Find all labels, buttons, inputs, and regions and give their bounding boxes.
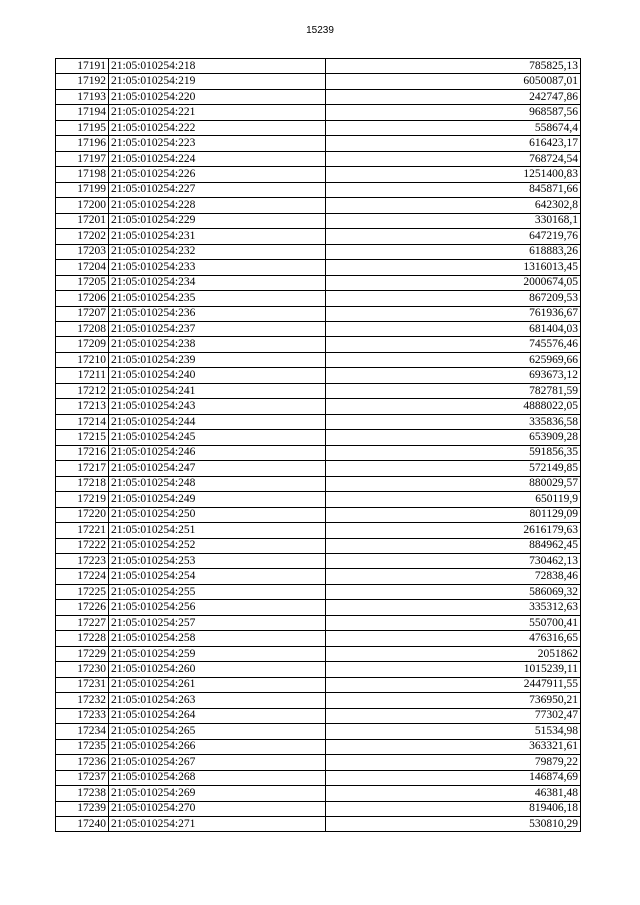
cadastral-number-cell: 21:05:010254:233 <box>109 260 326 275</box>
cadastral-number-cell: 21:05:010254:227 <box>109 182 326 197</box>
cadastral-value-cell: 476316,65 <box>326 631 581 646</box>
row-number-cell: 17209 <box>56 337 109 352</box>
cadastral-value-cell: 79879,22 <box>326 755 581 770</box>
table-row <box>56 801 581 816</box>
row-number-cell: 17216 <box>56 445 109 460</box>
table-row <box>56 693 581 708</box>
row-number-cell: 17234 <box>56 724 109 739</box>
cadastral-number-cell: 21:05:010254:256 <box>109 600 326 615</box>
cadastral-value-cell: 1316013,45 <box>326 260 581 275</box>
cadastral-value-cell: 146874,69 <box>326 770 581 785</box>
cadastral-value-cell: 1015239,11 <box>326 662 581 677</box>
table-row <box>56 755 581 770</box>
cadastral-number-cell: 21:05:010254:239 <box>109 352 326 367</box>
cadastral-number-cell: 21:05:010254:221 <box>109 105 326 120</box>
row-number-cell: 17225 <box>56 584 109 599</box>
table-row <box>56 662 581 677</box>
row-number-cell: 17221 <box>56 523 109 538</box>
row-number-cell: 17194 <box>56 105 109 120</box>
cadastral-number-cell: 21:05:010254:234 <box>109 275 326 290</box>
table-row <box>56 74 581 89</box>
table-row <box>56 321 581 336</box>
table-row <box>56 677 581 692</box>
table-row <box>56 584 581 599</box>
page-number: 15239 <box>306 25 334 36</box>
cadastral-number-cell: 21:05:010254:254 <box>109 569 326 584</box>
cadastral-value-cell: 550700,41 <box>326 615 581 630</box>
cadastral-number-cell: 21:05:010254:238 <box>109 337 326 352</box>
table-row <box>56 724 581 739</box>
cadastral-number-cell: 21:05:010254:249 <box>109 492 326 507</box>
cadastral-number-cell: 21:05:010254:252 <box>109 538 326 553</box>
table-row <box>56 708 581 723</box>
cadastral-value-cell: 761936,67 <box>326 306 581 321</box>
row-number-cell: 17195 <box>56 120 109 135</box>
cadastral-value-cell: 1251400,83 <box>326 167 581 182</box>
cadastral-value-cell: 6050087,01 <box>326 74 581 89</box>
table-row <box>56 198 581 213</box>
cadastral-value-cell: 785825,13 <box>326 59 581 74</box>
row-number-cell: 17224 <box>56 569 109 584</box>
table-row <box>56 739 581 754</box>
cadastral-value-cell: 2000674,05 <box>326 275 581 290</box>
cadastral-number-cell: 21:05:010254:231 <box>109 229 326 244</box>
table-row <box>56 260 581 275</box>
cadastral-value-cell: 530810,29 <box>326 816 581 831</box>
row-number-cell: 17228 <box>56 631 109 646</box>
cadastral-number-cell: 21:05:010254:269 <box>109 786 326 801</box>
cadastral-number-cell: 21:05:010254:243 <box>109 399 326 414</box>
cadastral-value-cell: 650119,9 <box>326 492 581 507</box>
cadastral-number-cell: 21:05:010254:261 <box>109 677 326 692</box>
cadastral-number-cell: 21:05:010254:265 <box>109 724 326 739</box>
cadastral-number-cell: 21:05:010254:250 <box>109 507 326 522</box>
cadastral-number-cell: 21:05:010254:240 <box>109 368 326 383</box>
cadastral-value-cell: 335312,63 <box>326 600 581 615</box>
row-number-cell: 17210 <box>56 352 109 367</box>
cadastral-number-cell: 21:05:010254:224 <box>109 151 326 166</box>
table-row <box>56 337 581 352</box>
table-row <box>56 105 581 120</box>
table-row <box>56 291 581 306</box>
row-number-cell: 17220 <box>56 507 109 522</box>
cadastral-value-cell: 586069,32 <box>326 584 581 599</box>
table-row <box>56 59 581 74</box>
cadastral-value-cell: 642302,8 <box>326 198 581 213</box>
table-row <box>56 461 581 476</box>
table-row <box>56 507 581 522</box>
cadastral-value-cell: 768724,54 <box>326 151 581 166</box>
cadastral-number-cell: 21:05:010254:258 <box>109 631 326 646</box>
cadastral-number-cell: 21:05:010254:219 <box>109 74 326 89</box>
row-number-cell: 17218 <box>56 476 109 491</box>
row-number-cell: 17232 <box>56 693 109 708</box>
table-row <box>56 213 581 228</box>
cadastral-number-cell: 21:05:010254:257 <box>109 615 326 630</box>
cadastral-number-cell: 21:05:010254:251 <box>109 523 326 538</box>
row-number-cell: 17193 <box>56 89 109 104</box>
cadastral-number-cell: 21:05:010254:270 <box>109 801 326 816</box>
cadastral-value-cell: 77302,47 <box>326 708 581 723</box>
cadastral-number-cell: 21:05:010254:247 <box>109 461 326 476</box>
row-number-cell: 17202 <box>56 229 109 244</box>
cadastral-value-cell: 72838,46 <box>326 569 581 584</box>
row-number-cell: 17233 <box>56 708 109 723</box>
table-row <box>56 229 581 244</box>
table-row <box>56 538 581 553</box>
cadastral-number-cell: 21:05:010254:218 <box>109 59 326 74</box>
cadastral-value-cell: 801129,09 <box>326 507 581 522</box>
row-number-cell: 17198 <box>56 167 109 182</box>
table-row <box>56 631 581 646</box>
cadastral-number-cell: 21:05:010254:236 <box>109 306 326 321</box>
cadastral-value-cell: 681404,03 <box>326 321 581 336</box>
cadastral-number-cell: 21:05:010254:223 <box>109 136 326 151</box>
cadastral-number-cell: 21:05:010254:228 <box>109 198 326 213</box>
row-number-cell: 17208 <box>56 321 109 336</box>
cadastral-value-cell: 693673,12 <box>326 368 581 383</box>
cadastral-value-cell: 2447911,55 <box>326 677 581 692</box>
table-row <box>56 368 581 383</box>
row-number-cell: 17222 <box>56 538 109 553</box>
table-row <box>56 244 581 259</box>
table-body <box>56 59 581 832</box>
cadastral-value-cell: 558674,4 <box>326 120 581 135</box>
cadastral-number-cell: 21:05:010254:241 <box>109 383 326 398</box>
cadastral-value-cell: 51534,98 <box>326 724 581 739</box>
cadastral-value-cell: 330168,1 <box>326 213 581 228</box>
cadastral-number-cell: 21:05:010254:237 <box>109 321 326 336</box>
row-number-cell: 17230 <box>56 662 109 677</box>
cadastral-number-cell: 21:05:010254:268 <box>109 770 326 785</box>
row-number-cell: 17192 <box>56 74 109 89</box>
cadastral-value-cell: 736950,21 <box>326 693 581 708</box>
table-row <box>56 816 581 831</box>
row-number-cell: 17235 <box>56 739 109 754</box>
table-row <box>56 89 581 104</box>
table-row <box>56 476 581 491</box>
row-number-cell: 17229 <box>56 646 109 661</box>
table-row <box>56 492 581 507</box>
cadastral-value-cell: 625969,66 <box>326 352 581 367</box>
row-number-cell: 17206 <box>56 291 109 306</box>
row-number-cell: 17231 <box>56 677 109 692</box>
cadastral-value-cell: 845871,66 <box>326 182 581 197</box>
cadastral-value-cell: 591856,35 <box>326 445 581 460</box>
cadastral-value-cell: 647219,76 <box>326 229 581 244</box>
row-number-cell: 17196 <box>56 136 109 151</box>
table-row <box>56 275 581 290</box>
cadastral-value-cell: 242747,86 <box>326 89 581 104</box>
table-row <box>56 167 581 182</box>
table-row <box>56 136 581 151</box>
cadastral-number-cell: 21:05:010254:226 <box>109 167 326 182</box>
cadastral-value-cell: 782781,59 <box>326 383 581 398</box>
cadastral-number-cell: 21:05:010254:235 <box>109 291 326 306</box>
cadastral-number-cell: 21:05:010254:232 <box>109 244 326 259</box>
table-row <box>56 414 581 429</box>
cadastral-value-cell: 880029,57 <box>326 476 581 491</box>
row-number-cell: 17211 <box>56 368 109 383</box>
row-number-cell: 17219 <box>56 492 109 507</box>
cadastral-value-cell: 618883,26 <box>326 244 581 259</box>
row-number-cell: 17227 <box>56 615 109 630</box>
cadastral-value-cell: 884962,45 <box>326 538 581 553</box>
cadastral-number-cell: 21:05:010254:267 <box>109 755 326 770</box>
table-row <box>56 120 581 135</box>
table-row <box>56 770 581 785</box>
row-number-cell: 17213 <box>56 399 109 414</box>
table-row <box>56 786 581 801</box>
row-number-cell: 17200 <box>56 198 109 213</box>
cadastral-number-cell: 21:05:010254:248 <box>109 476 326 491</box>
cadastral-number-cell: 21:05:010254:220 <box>109 89 326 104</box>
row-number-cell: 17238 <box>56 786 109 801</box>
cadastral-value-cell: 2616179,63 <box>326 523 581 538</box>
cadastral-number-cell: 21:05:010254:264 <box>109 708 326 723</box>
cadastral-value-cell: 2051862 <box>326 646 581 661</box>
cadastral-value-cell: 745576,46 <box>326 337 581 352</box>
row-number-cell: 17205 <box>56 275 109 290</box>
cadastral-value-cell: 819406,18 <box>326 801 581 816</box>
table-row <box>56 615 581 630</box>
table-row <box>56 523 581 538</box>
cadastral-value-table <box>55 58 581 832</box>
table-row <box>56 445 581 460</box>
cadastral-number-cell: 21:05:010254:266 <box>109 739 326 754</box>
table-row <box>56 430 581 445</box>
cadastral-number-cell: 21:05:010254:229 <box>109 213 326 228</box>
cadastral-value-cell: 572149,85 <box>326 461 581 476</box>
cadastral-value-cell: 730462,13 <box>326 554 581 569</box>
table-row <box>56 600 581 615</box>
row-number-cell: 17203 <box>56 244 109 259</box>
row-number-cell: 17197 <box>56 151 109 166</box>
table-row <box>56 151 581 166</box>
cadastral-value-cell: 46381,48 <box>326 786 581 801</box>
cadastral-number-cell: 21:05:010254:263 <box>109 693 326 708</box>
cadastral-number-cell: 21:05:010254:260 <box>109 662 326 677</box>
cadastral-value-cell: 616423,17 <box>326 136 581 151</box>
cadastral-number-cell: 21:05:010254:244 <box>109 414 326 429</box>
row-number-cell: 17236 <box>56 755 109 770</box>
cadastral-number-cell: 21:05:010254:246 <box>109 445 326 460</box>
cadastral-number-cell: 21:05:010254:253 <box>109 554 326 569</box>
cadastral-number-cell: 21:05:010254:255 <box>109 584 326 599</box>
cadastral-value-cell: 653909,28 <box>326 430 581 445</box>
row-number-cell: 17223 <box>56 554 109 569</box>
row-number-cell: 17239 <box>56 801 109 816</box>
table-row <box>56 306 581 321</box>
table-row <box>56 383 581 398</box>
row-number-cell: 17207 <box>56 306 109 321</box>
cadastral-value-cell: 867209,53 <box>326 291 581 306</box>
cadastral-number-cell: 21:05:010254:222 <box>109 120 326 135</box>
row-number-cell: 17226 <box>56 600 109 615</box>
cadastral-value-cell: 4888022,05 <box>326 399 581 414</box>
row-number-cell: 17204 <box>56 260 109 275</box>
row-number-cell: 17214 <box>56 414 109 429</box>
row-number-cell: 17212 <box>56 383 109 398</box>
row-number-cell: 17215 <box>56 430 109 445</box>
row-number-cell: 17199 <box>56 182 109 197</box>
cadastral-value-cell: 968587,56 <box>326 105 581 120</box>
cadastral-value-cell: 335836,58 <box>326 414 581 429</box>
table-row <box>56 182 581 197</box>
table-row <box>56 569 581 584</box>
cadastral-number-cell: 21:05:010254:259 <box>109 646 326 661</box>
row-number-cell: 17217 <box>56 461 109 476</box>
row-number-cell: 17201 <box>56 213 109 228</box>
row-number-cell: 17237 <box>56 770 109 785</box>
table-row <box>56 554 581 569</box>
row-number-cell: 17240 <box>56 816 109 831</box>
table-row <box>56 352 581 367</box>
table-row <box>56 399 581 414</box>
table-row <box>56 646 581 661</box>
row-number-cell: 17191 <box>56 59 109 74</box>
cadastral-number-cell: 21:05:010254:271 <box>109 816 326 831</box>
cadastral-number-cell: 21:05:010254:245 <box>109 430 326 445</box>
cadastral-value-cell: 363321,61 <box>326 739 581 754</box>
